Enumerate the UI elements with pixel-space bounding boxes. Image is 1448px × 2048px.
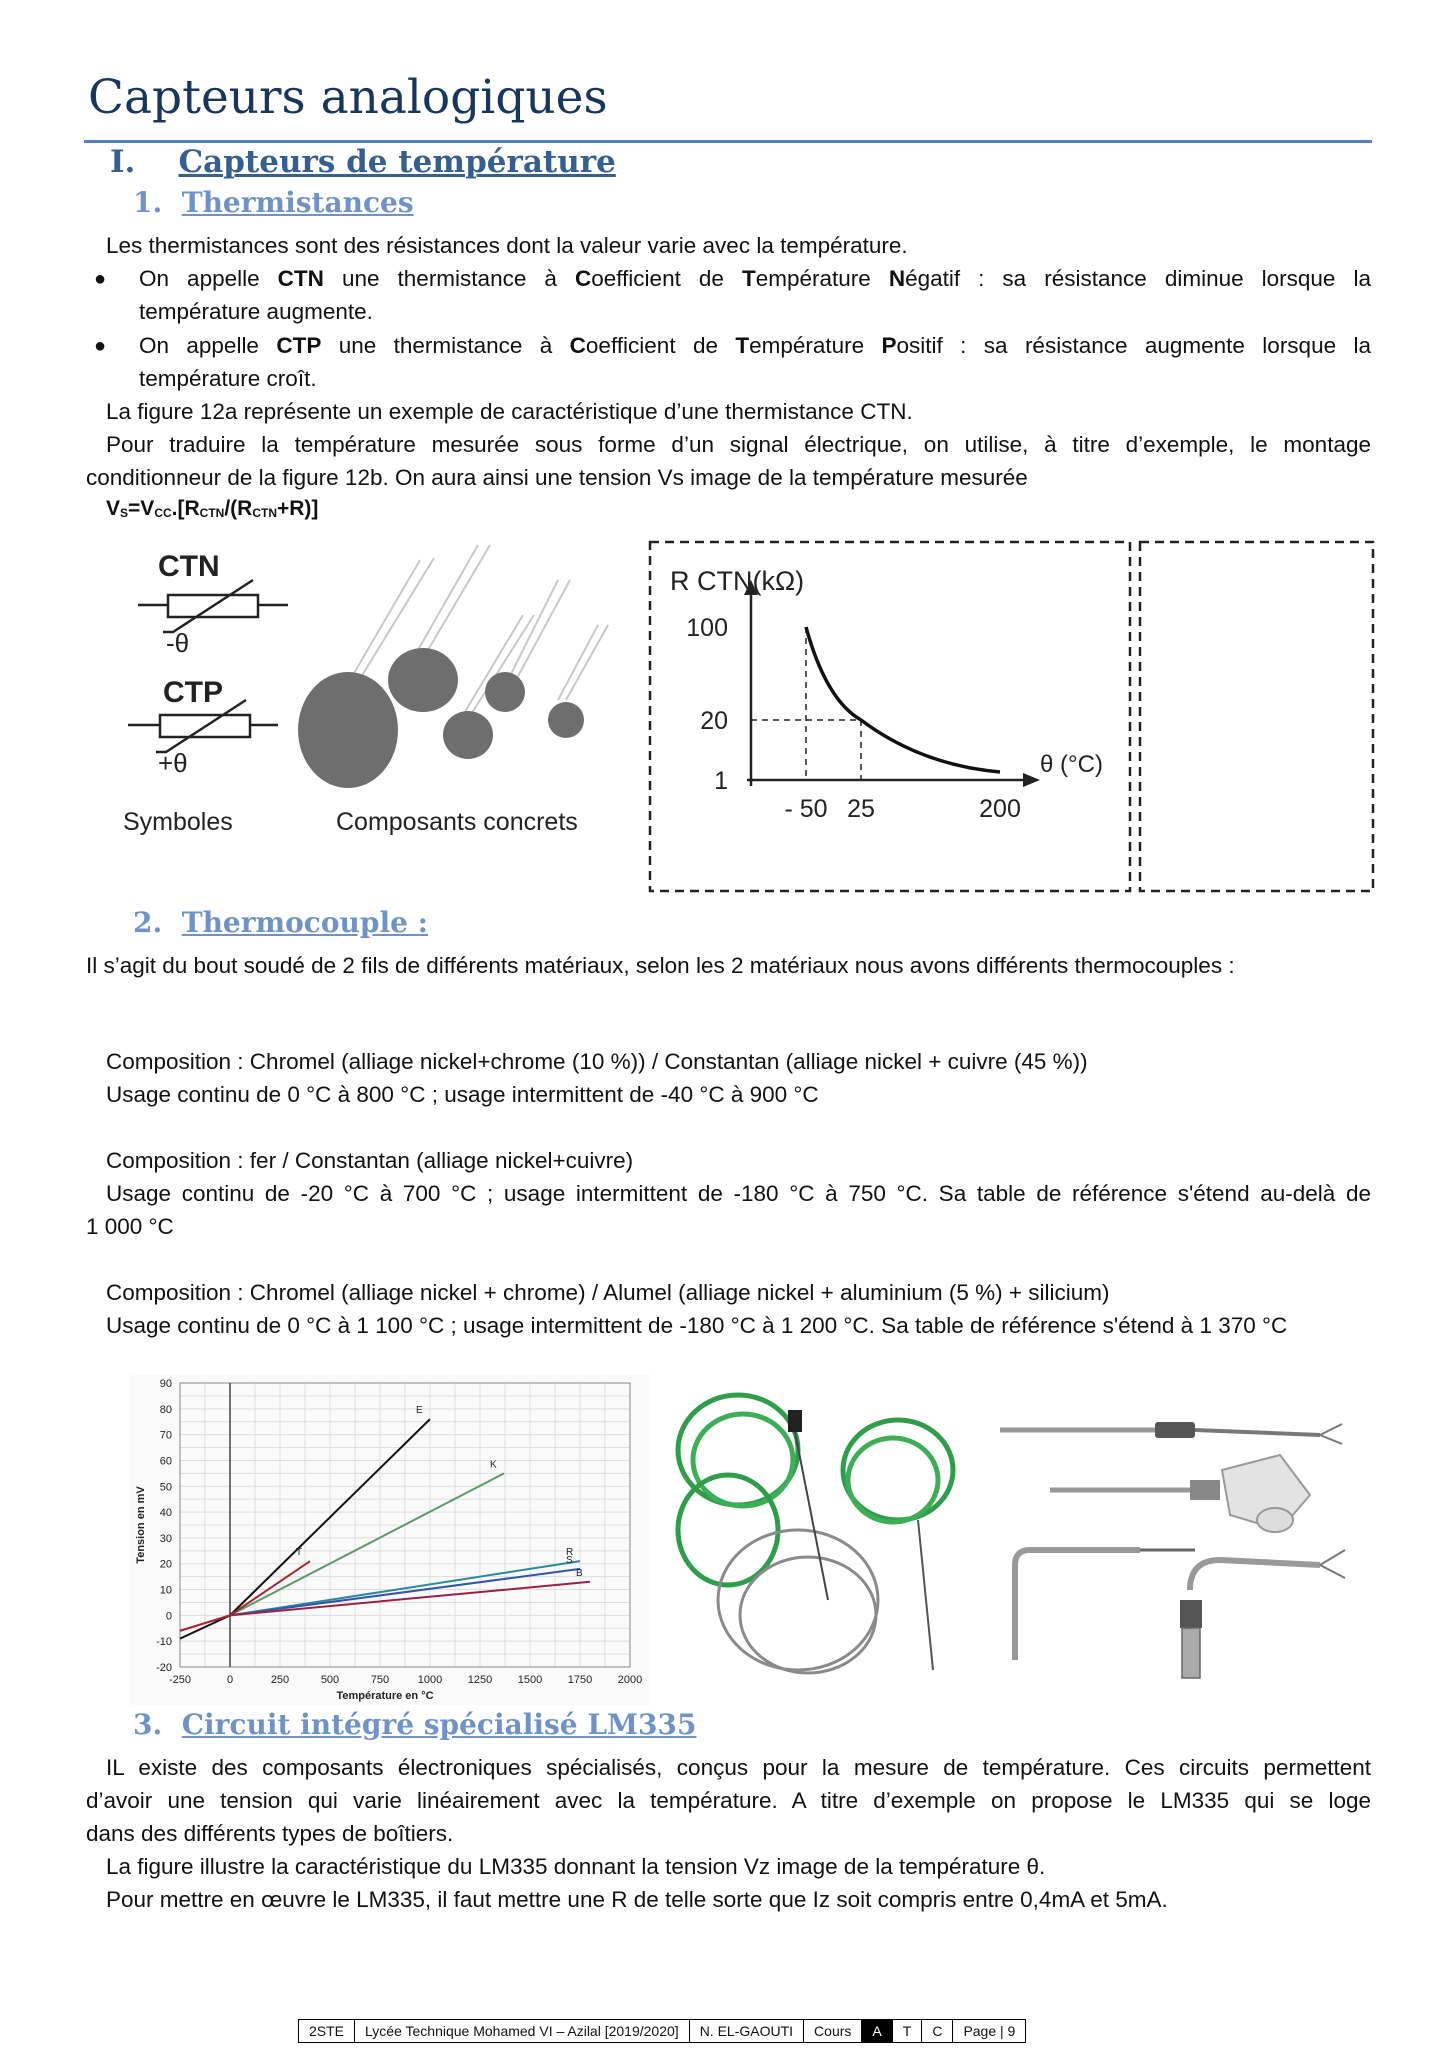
paragraph-line: Pour traduire la température mesurée sous forme d’un signal électrique, on utilise, à titre d’exemple, le montage <box>106 432 1371 457</box>
subsection-heading-thermistances <box>133 186 414 219</box>
footer-author: N. EL-GAOUTI <box>690 2020 804 2042</box>
ctn-y-label: R CTN(kΩ) <box>670 566 805 596</box>
figure-12b-placeholder <box>1140 542 1373 891</box>
type-k-composition: Composition : Chromel (alliage nickel + chrome) / Alumel (alliage nickel + aluminium (5 %) + silicium) <box>106 1280 1110 1305</box>
ctn-symbol-icon <box>163 580 253 632</box>
type-j-usage: Usage continu de -20 °C à 700 °C ; usage intermittent de -180 °C à 750 °C. Sa table de référence s'étend au-delà de <box>106 1181 1371 1206</box>
type-e-usage: Usage continu de 0 °C à 800 °C ; usage intermittent de -40 °C à 900 °C <box>106 1082 819 1107</box>
tc-series-label: K <box>490 1459 497 1471</box>
tc-y-tick: 30 <box>159 1532 172 1545</box>
tc-y-tick: 50 <box>159 1481 172 1494</box>
components-caption: Composants concrets <box>336 808 578 836</box>
ctn-symbol-label: CTN <box>158 550 220 583</box>
ctn-y-tick: 20 <box>700 707 728 735</box>
bullet-ctp-line2: température croît. <box>139 366 317 391</box>
tc-series-label: B <box>576 1567 583 1579</box>
tc-y-tick: -10 <box>156 1636 172 1649</box>
formula: $V_S=V_{CC}.[R_{CTN}/(R_{CTN}+R)]$ <box>106 497 319 520</box>
tc-y-tick: 20 <box>159 1558 172 1571</box>
bullet-icon: ● <box>94 268 107 290</box>
tc-x-tick: 0 <box>226 1674 234 1686</box>
probe-threaded-icon <box>1180 1550 1345 1678</box>
tc-x-tick: 250 <box>270 1674 290 1686</box>
title-underline <box>84 140 1372 143</box>
tc-y-tick: -20 <box>156 1662 172 1674</box>
tc-x-tick: 2000 <box>617 1674 643 1686</box>
thermistor-figure <box>118 540 618 840</box>
tc-x-tick: 1750 <box>567 1674 593 1686</box>
tc-y-tick: 90 <box>159 1378 172 1390</box>
paragraph: Les thermistances sont des résistances dont la valeur varie avec la température. <box>106 233 908 258</box>
footer-school: Lycée Technique Mohamed VI – Azilal [2019/2020] <box>355 2020 690 2042</box>
ctn-characteristic-figure <box>648 540 1376 894</box>
tc-x-label: Température en °C <box>336 1690 434 1702</box>
tc-y-tick: 80 <box>159 1403 172 1416</box>
bullet-ctp-line1: On appelle CTP une thermistance à Coefficient de Température Positif : sa résistance augmente lorsque la <box>139 333 1371 358</box>
paragraph-line: conditionneur de la figure 12b. On aura ainsi une tension Vs image de la température mesurée <box>86 465 1028 490</box>
tc-series-label: R <box>566 1547 574 1559</box>
ctn-x-label: θ (°C) <box>1040 751 1103 778</box>
ctn-x-tick: 200 <box>979 795 1021 823</box>
paragraph-line: dans des différents types de boîtiers. <box>86 1821 454 1846</box>
thermocouple-probes-photo <box>990 1400 1360 1700</box>
connector-icon <box>788 1410 802 1432</box>
tc-x-tick: 1250 <box>467 1674 493 1686</box>
section-heading <box>110 144 616 180</box>
tc-y-tick: 70 <box>159 1429 172 1442</box>
section-number: I. <box>110 144 136 180</box>
tc-x-tick: 500 <box>320 1674 340 1686</box>
thermocouple-voltage-chart <box>130 1375 650 1705</box>
thermocouple-wires-photo <box>668 1380 968 1700</box>
tc-series-label: S <box>566 1554 573 1566</box>
paragraph-line: IL existe des composants électroniques spécialisés, conçus pour la mesure de température. Ces circuits permettent <box>106 1755 1371 1780</box>
symbols-caption: Symboles <box>123 808 233 836</box>
tc-series-label: E <box>416 1405 423 1417</box>
subsection-heading-thermocouple: 2. Thermocouple : <box>133 906 428 939</box>
paragraph: Il s’agit du bout soudé de 2 fils de différents matériaux, selon les 2 matériaux nous avons différents thermocouples : <box>86 953 1235 978</box>
subsection-number: 1. <box>133 186 163 219</box>
tc-y-label: Tension en mV <box>135 1486 147 1564</box>
tc-y-tick: 40 <box>159 1507 172 1520</box>
type-k-usage: Usage continu de 0 °C à 1 100 °C ; usage intermittent de -180 °C à 1 200 °C. Sa table de référence s'étend à 1 370 °C <box>106 1313 1288 1338</box>
ctn-x-tick: - 50 <box>784 795 828 823</box>
paragraph-line: La figure illustre la caractéristique du LM335 donnant la tension Vz image de la température θ. <box>106 1854 1046 1879</box>
bullet-ctn-line1: On appelle CTN une thermistance à Coefficient de Température Négatif : sa résistance diminue lorsque la <box>139 266 1371 291</box>
page-footer <box>298 2019 1026 2043</box>
footer-doc-type: Cours <box>804 2020 862 2042</box>
tc-x-tick: 1500 <box>517 1674 543 1686</box>
probe-head-icon <box>1050 1455 1310 1532</box>
paragraph-line: d’avoir une tension qui varie linéairement avec la température. A titre d’exemple on propose le LM335 qui se loge <box>86 1788 1371 1813</box>
subsection-heading-lm335: 3. Circuit intégré spécialisé LM335 <box>133 1708 697 1741</box>
page-title: Capteurs analogiques <box>88 70 608 125</box>
type-j-composition: Composition : fer / Constantan (alliage nickel+cuivre) <box>106 1148 634 1173</box>
tc-y-tick: 0 <box>165 1610 172 1623</box>
tc-x-tick: -250 <box>168 1674 192 1686</box>
paragraph-line: Pour mettre en œuvre le LM335, il faut mettre une R de telle sorte que Iz soit compris entre 0,4mA et 5mA. <box>106 1887 1168 1912</box>
steel-cable-coils-icon <box>718 1530 878 1673</box>
ctp-plus-theta: +θ <box>158 748 188 778</box>
ctn-minus-theta: -θ <box>166 628 190 658</box>
probe-bent-icon <box>1015 1550 1195 1660</box>
footer-class: 2STE <box>299 2020 355 2042</box>
footer-page-number: Page | 9 <box>963 2023 1016 2039</box>
section-label: Capteurs de température <box>178 144 616 180</box>
tc-y-tick: 10 <box>159 1584 172 1597</box>
thermistor-components-icon <box>298 648 584 788</box>
tc-series-label: T <box>296 1547 303 1559</box>
bullet-ctn-line2: température augmente. <box>139 299 373 324</box>
footer-a: A <box>862 2020 892 2042</box>
type-j-usage-cont: 1 000 °C <box>86 1214 174 1239</box>
subsection-label: Thermistances <box>181 186 414 219</box>
probe-straight-icon <box>1000 1422 1342 1444</box>
ctn-x-tick: 25 <box>847 795 875 823</box>
ctp-symbol-label: CTP <box>163 676 223 709</box>
ctn-y-tick: 100 <box>686 614 728 642</box>
footer-c: C <box>922 2020 953 2042</box>
type-e-composition: Composition : Chromel (alliage nickel+chrome (10 %)) / Constantan (alliage nickel + cuivre (45 %)) <box>106 1049 1088 1074</box>
tc-y-tick: 60 <box>159 1455 172 1468</box>
ctn-y-tick: 1 <box>714 767 728 795</box>
paragraph-fig12a: La figure 12a représente un exemple de caractéristique d’une thermistance CTN. <box>106 399 913 424</box>
bullet-icon: ● <box>94 335 107 357</box>
thermistor-leads-icon <box>350 545 608 716</box>
ctn-x-arrow-icon <box>1023 773 1040 787</box>
tc-x-tick: 750 <box>370 1674 390 1686</box>
ctn-curve <box>806 627 1000 772</box>
footer-t: T <box>893 2020 923 2042</box>
tc-x-tick: 1000 <box>417 1674 443 1686</box>
